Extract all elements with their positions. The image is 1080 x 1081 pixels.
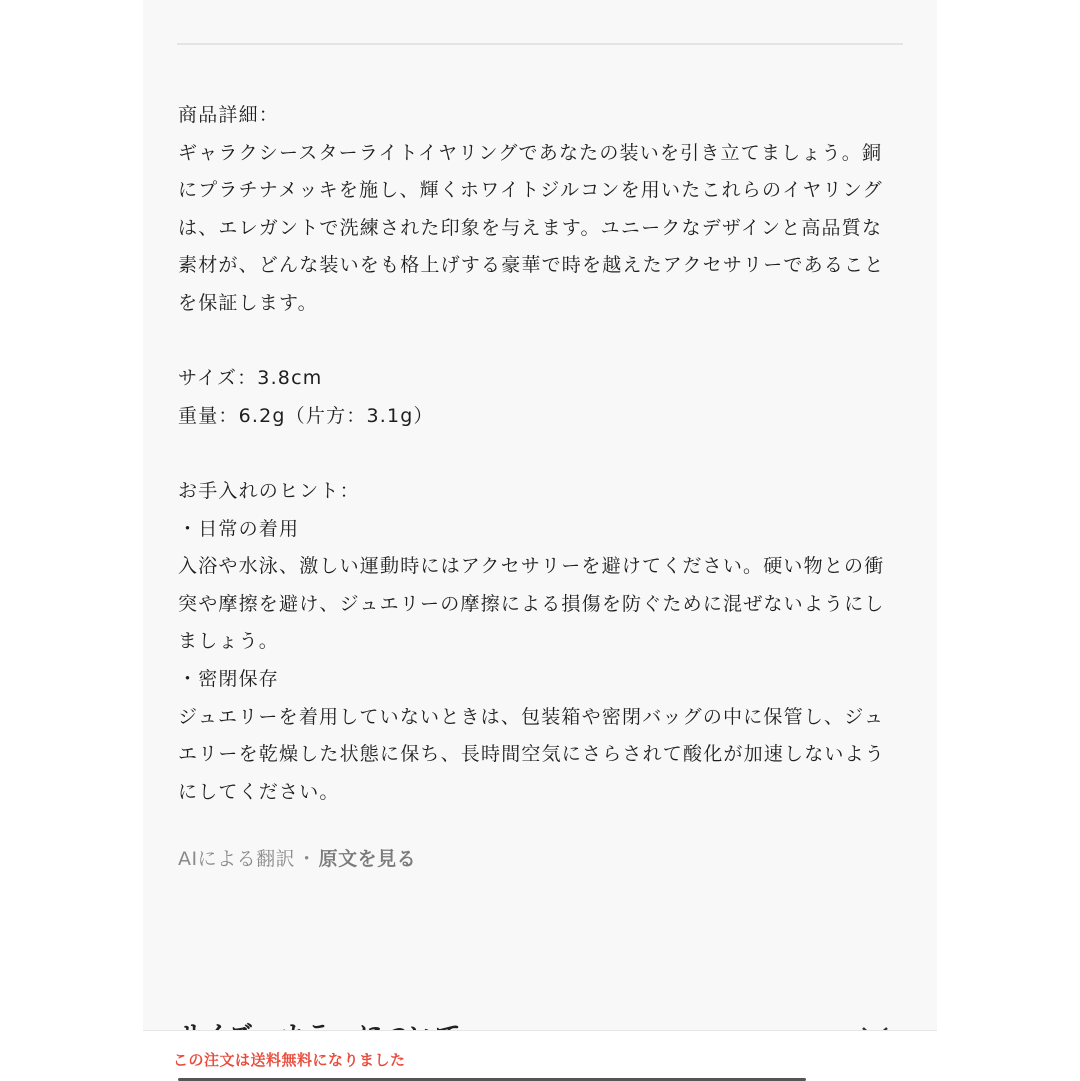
free-shipping-banner xyxy=(143,1030,937,1081)
description-line: 素材が、どんな装いをも格上げする豪華で時を越えたアクセサリーであること xyxy=(178,254,885,277)
weight-spec: 重量：6.2g（片方：3.1g） xyxy=(178,404,434,427)
view-original-link[interactable]: 原文を見る xyxy=(318,848,417,870)
translation-note xyxy=(178,843,416,875)
product-description xyxy=(178,97,898,811)
description-line: を保証します。 xyxy=(178,291,318,314)
separator: ・ xyxy=(297,848,317,870)
care-item-line: ジュエリーを着用していないときは、包装箱や密閉バッグの中に保管し、ジュ xyxy=(178,705,885,728)
description-line: ギャラクシースターライトイヤリングであなたの装いを引き立てましょう。銅 xyxy=(178,141,883,164)
care-heading: お手入れのヒント： xyxy=(178,479,360,502)
free-shipping-text: この注文は送料無料になりました xyxy=(173,1051,406,1069)
care-item-line: エリーを乾燥した状態に保ち、長時間空気にさらされて酸化が加速しないよう xyxy=(178,743,886,766)
care-item-line: 突や摩擦を避け、ジュエリーの摩擦による損傷を防ぐために混ぜないようにし xyxy=(178,592,885,615)
divider xyxy=(177,43,903,45)
description-line: は、エレガントで洗練された印象を与えます。ユニークなデザインと高品質な xyxy=(178,216,883,239)
size-spec: サイズ：3.8cm xyxy=(178,367,323,390)
description-heading: 商品詳細： xyxy=(178,104,280,126)
ai-translation-label: AIによる翻訳 xyxy=(178,848,296,870)
description-line: にプラチナメッキを施し、輝くホワイトジルコンを用いたこれらのイヤリング xyxy=(178,179,883,202)
care-item-line: 入浴や水泳、激しい運動時にはアクセサリーを避けてください。硬い物との衝 xyxy=(178,555,885,578)
care-item-line: ましょう。 xyxy=(178,630,280,653)
product-detail-panel xyxy=(143,0,937,1080)
care-item-line: にしてください。 xyxy=(178,780,340,803)
care-item-title: ・密閉保存 xyxy=(178,667,280,690)
care-item-title: ・日常の着用 xyxy=(178,517,300,540)
